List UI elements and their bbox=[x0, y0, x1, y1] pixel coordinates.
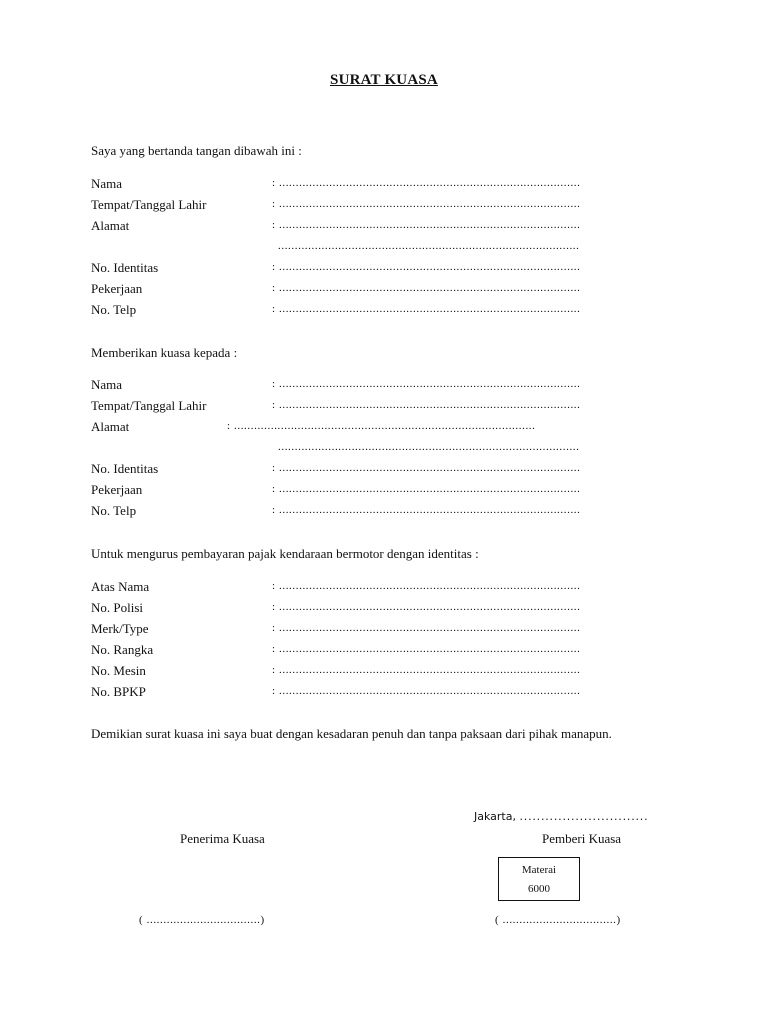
materai-value: 6000 bbox=[528, 883, 550, 895]
receiver-alamat-cont-dots: .......................................................................................... bbox=[278, 441, 580, 453]
receiver-alamat-row bbox=[91, 416, 678, 437]
giver-alamat-cont-dots: .......................................................................................... bbox=[278, 240, 580, 252]
receiver-pekerjaan-row bbox=[91, 479, 678, 500]
giver-identitas-row bbox=[91, 257, 678, 278]
vehicle-atas-nama-dots: : .......................................................................................... bbox=[272, 580, 581, 592]
vehicle-atas-nama-label: Atas Nama bbox=[91, 579, 150, 594]
vehicle-rangka-dots: : .......................................................................................... bbox=[272, 643, 581, 655]
receiver-telp-label: No. Telp bbox=[91, 503, 137, 518]
receiver-alamat-label: Alamat bbox=[91, 419, 130, 434]
giver-pekerjaan-label: Pekerjaan bbox=[91, 281, 143, 296]
giver-pekerjaan-dots: : .......................................................................................... bbox=[272, 282, 581, 294]
giver-ttl-label: Tempat/Tanggal Lahir bbox=[91, 197, 207, 212]
giver-nama-row bbox=[91, 173, 678, 194]
giver-ttl-dots: : .......................................................................................... bbox=[272, 198, 581, 210]
receiver-ttl-dots: : .......................................................................................... bbox=[272, 399, 581, 411]
giver-identitas-label: No. Identitas bbox=[91, 260, 159, 275]
vehicle-polisi-dots: : .......................................................................................... bbox=[272, 601, 581, 613]
giver-identitas-dots: : .......................................................................................... bbox=[272, 261, 581, 273]
receiver-identitas-label: No. Identitas bbox=[91, 461, 159, 476]
receiver-alamat-dots: : .......................................................................................... bbox=[227, 420, 536, 432]
place-date bbox=[474, 810, 648, 823]
place-date-dots: .............................. bbox=[519, 810, 649, 823]
giver-telp-label: No. Telp bbox=[91, 302, 137, 317]
receiver-ttl-row bbox=[91, 395, 678, 416]
giver-nama-dots: : .......................................................................................... bbox=[272, 177, 581, 189]
vehicle-atas-nama-row bbox=[91, 576, 678, 597]
vehicle-rangka-label: No. Rangka bbox=[91, 642, 154, 657]
vehicle-bpkp-dots: : .......................................................................................... bbox=[272, 685, 581, 697]
giver-alamat-row bbox=[91, 215, 678, 236]
vehicle-mesin-row bbox=[91, 660, 678, 681]
giver-telp-row bbox=[91, 299, 678, 320]
place-label: Jakarta, bbox=[474, 810, 516, 823]
grant-intro-text: Memberikan kuasa kepada : bbox=[91, 345, 238, 360]
intro-text: Saya yang bertanda tangan dibawah ini : bbox=[91, 143, 302, 158]
vehicle-bpkp-label: No. BPKP bbox=[91, 684, 146, 699]
giver-alamat-dots: : .......................................................................................... bbox=[272, 219, 581, 231]
giver-telp-dots: : .......................................................................................... bbox=[272, 303, 581, 315]
purpose-text: Untuk mengurus pembayaran pajak kendaraan bermotor dengan identitas : bbox=[91, 546, 479, 561]
receiver-nama-label: Nama bbox=[91, 377, 123, 392]
vehicle-polisi-row bbox=[91, 597, 678, 618]
receiver-telp-dots: : .......................................................................................... bbox=[272, 504, 581, 516]
giver-ttl-row bbox=[91, 194, 678, 215]
closing-text: Demikian surat kuasa ini saya buat dengan kesadaran penuh dan tanpa paksaan dari pihak manapun. bbox=[91, 726, 612, 741]
giver-alamat-label: Alamat bbox=[91, 218, 130, 233]
vehicle-bpkp-row bbox=[91, 681, 678, 702]
pemberi-kuasa-label: Pemberi Kuasa bbox=[542, 831, 622, 846]
penerima-signature-line: ( ..................................) bbox=[139, 914, 265, 926]
receiver-telp-row bbox=[91, 500, 678, 521]
receiver-nama-row bbox=[91, 374, 678, 395]
penerima-kuasa-label: Penerima Kuasa bbox=[180, 831, 265, 846]
receiver-pekerjaan-label: Pekerjaan bbox=[91, 482, 143, 497]
receiver-identitas-dots: : .......................................................................................... bbox=[272, 462, 581, 474]
document-title: SURAT KUASA bbox=[330, 72, 438, 88]
vehicle-merk-dots: : .......................................................................................... bbox=[272, 622, 581, 634]
vehicle-merk-label: Merk/Type bbox=[91, 621, 149, 636]
vehicle-polisi-label: No. Polisi bbox=[91, 600, 144, 615]
vehicle-mesin-dots: : .......................................................................................... bbox=[272, 664, 581, 676]
vehicle-rangka-row bbox=[91, 639, 678, 660]
giver-pekerjaan-row bbox=[91, 278, 678, 299]
giver-nama-label: Nama bbox=[91, 176, 123, 191]
receiver-nama-dots: : .......................................................................................... bbox=[272, 378, 581, 390]
receiver-pekerjaan-dots: : .......................................................................................... bbox=[272, 483, 581, 495]
materai-text: Materai bbox=[521, 864, 557, 876]
vehicle-merk-row bbox=[91, 618, 678, 639]
receiver-alamat-cont-row bbox=[91, 437, 678, 458]
pemberi-signature-line: ( ..................................) bbox=[495, 914, 621, 926]
giver-alamat-cont-row bbox=[91, 236, 678, 257]
vehicle-mesin-label: No. Mesin bbox=[91, 663, 146, 678]
materai-box bbox=[498, 857, 580, 901]
receiver-identitas-row bbox=[91, 458, 678, 479]
receiver-ttl-label: Tempat/Tanggal Lahir bbox=[91, 398, 207, 413]
